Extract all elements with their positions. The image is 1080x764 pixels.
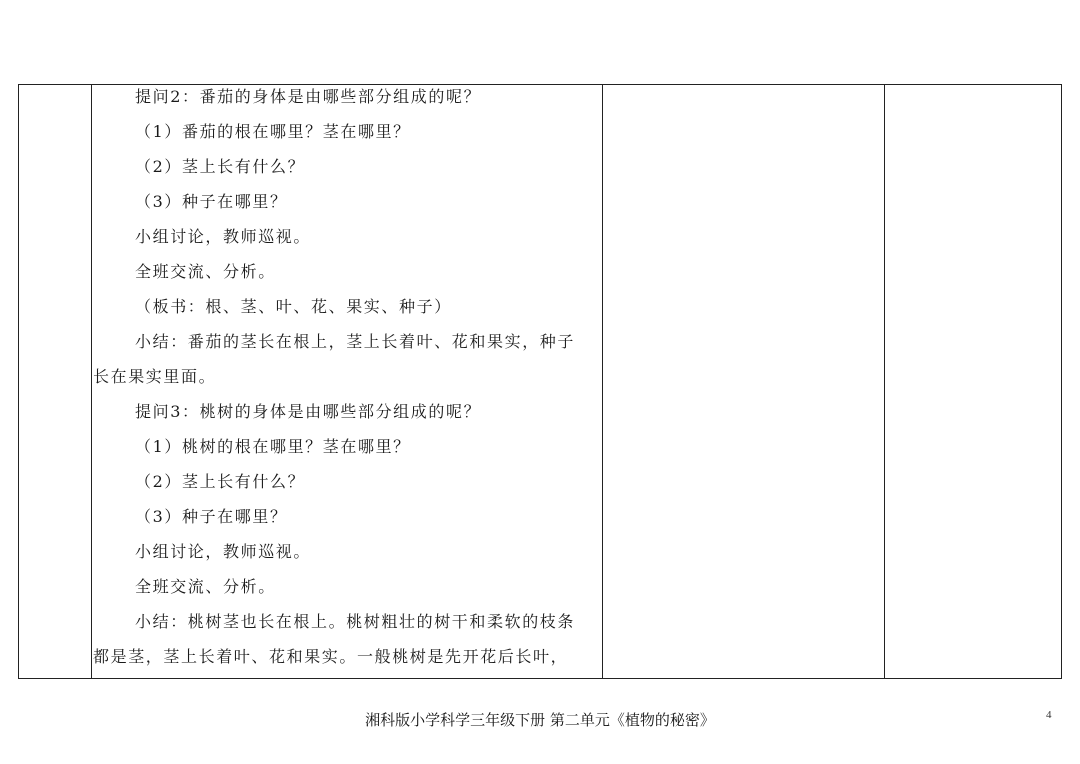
text-line: 小组讨论，教师巡视。 — [135, 227, 312, 246]
text-line: 全班交流、分析。 — [135, 577, 276, 596]
lesson-table — [18, 84, 1062, 679]
text-line: 都是茎，茎上长着叶、花和果实。一般桃树是先开花后长叶， — [93, 647, 569, 666]
text-line: 全班交流、分析。 — [135, 262, 276, 281]
text-line: 小组讨论，教师巡视。 — [135, 542, 312, 561]
column-divider-1 — [91, 85, 92, 678]
column-divider-3 — [884, 85, 885, 678]
text-line: （1）桃树的根在哪里？茎在哪里？ — [135, 437, 411, 456]
column-divider-2 — [602, 85, 603, 678]
text-line: （2）茎上长有什么？ — [135, 157, 306, 176]
text-line: （3）种子在哪里？ — [135, 507, 288, 526]
text-line: （2）茎上长有什么？ — [135, 472, 306, 491]
text-line: 长在果实里面。 — [93, 367, 217, 386]
page-number: 4 — [1046, 709, 1052, 721]
teaching-process-cell — [93, 85, 601, 678]
text-line: （3）种子在哪里？ — [135, 192, 288, 211]
text-line: 提问2：番茄的身体是由哪些部分组成的呢？ — [135, 87, 482, 106]
footer-title: 湘科版小学科学三年级下册 第二单元《植物的秘密》 — [365, 711, 715, 729]
text-line: 小结：番茄的茎长在根上，茎上长着叶、花和果实，种子 — [135, 332, 576, 351]
text-line: （板书：根、茎、叶、花、果实、种子） — [135, 297, 452, 316]
text-line: 小结：桃树茎也长在根上。桃树粗壮的树干和柔软的枝条 — [135, 612, 576, 631]
text-line: （1）番茄的根在哪里？茎在哪里？ — [135, 122, 411, 141]
text-line: 提问3：桃树的身体是由哪些部分组成的呢？ — [135, 402, 482, 421]
